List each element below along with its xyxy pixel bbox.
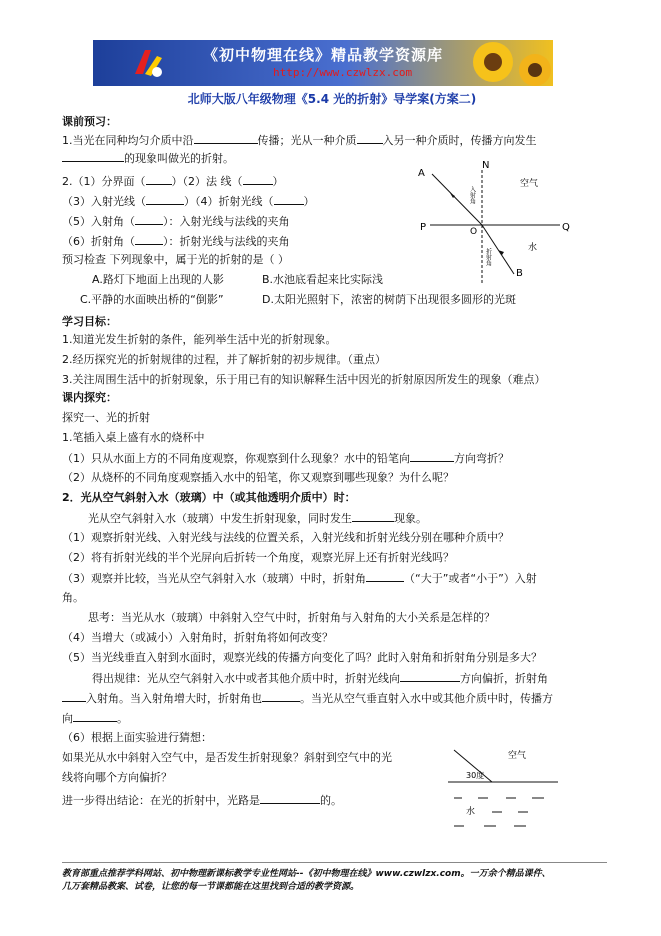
blank — [366, 570, 404, 582]
goal-3: 3.关注周围生活中的折射现象，乐于用已有的知识解释生活中因光的折射原因所发生的现象（难点） — [62, 373, 546, 386]
blank — [135, 233, 163, 245]
item-2-4: （4）当增大（或减小）入射角时，折射角将如何改变？ — [62, 631, 333, 644]
blank — [352, 510, 394, 522]
think-question: 思考：当光从水（玻璃）中斜射入空气中时，折射角与入射角的大小关系是怎样的？ — [88, 611, 495, 624]
refraction-angle-label: （6）折射角（ — [62, 235, 135, 248]
preview-q1 — [62, 132, 537, 148]
label-P: P — [420, 222, 427, 233]
blank — [357, 132, 383, 144]
item-2-3-text-b: （“大于”或者“小于”）入射 — [404, 572, 537, 585]
q1-text-c: 入另一种介质时，传播方向发生 — [382, 134, 537, 147]
label-B: B — [516, 268, 523, 279]
item-1-1-text-b: 方向弯折？ — [454, 452, 509, 465]
blank — [410, 450, 454, 462]
incident-ray-label: （3）入射光线（ — [62, 195, 146, 208]
item-2-3 — [62, 570, 537, 586]
item-2-intro-text-b: 现象。 — [394, 512, 427, 525]
option-d: D.太阳光照射下，浓密的树荫下出现很多圆形的光斑 — [262, 293, 516, 306]
item-1-1-text: （1）只从水面上方的不同角度观察，你观察到什么现象？水中的铅笔向 — [62, 452, 410, 465]
site-logo-icon — [131, 46, 165, 80]
item-2-intro-text: 光从空气斜射入水（玻璃）中发生折射现象，同时发生 — [88, 512, 352, 525]
blank — [274, 193, 304, 205]
inclass-heading: 课内探究： — [62, 391, 117, 404]
sunflower-icon — [463, 40, 553, 86]
label-air: 空气 — [508, 751, 527, 761]
normal-label: ）（2）法 线（ — [171, 175, 243, 188]
option-b: B.水池底看起来比实际浅 — [262, 273, 384, 286]
preview-row-1: 2.（1）分界面（ ）（2）法 线（ ） — [62, 175, 284, 188]
label-O: O — [470, 227, 478, 237]
item-2-6: （6）根据上面实验进行猜想： — [62, 731, 212, 744]
law-line-1 — [92, 670, 548, 686]
law-line-2 — [62, 690, 553, 706]
law-text-3b: 。 — [117, 712, 128, 725]
footer — [62, 868, 622, 894]
document-title: 北师大版八年级物理《5.4 光的折射》导学案(方案二) — [187, 92, 477, 106]
banner-url: http://www.czwlzx.com — [273, 66, 413, 79]
goal-1: 1.知道光发生折射的条件，能列举生活中光的折射现象。 — [62, 333, 337, 346]
incident-angle-def: ）：入射光线与法线的夹角 — [163, 215, 290, 228]
conclusion-text-b: 的。 — [320, 794, 342, 807]
refraction-angle-def: ）：折射光线与法线的夹角 — [163, 235, 290, 248]
interface-label: 2.（1）分界面（ — [62, 175, 146, 188]
refraction-diagram — [410, 158, 590, 288]
item-1-1 — [62, 450, 509, 466]
option-c: C.平静的水面映出桥的“倒影” — [80, 293, 224, 306]
label-Q: Q — [562, 222, 570, 233]
site-banner — [93, 40, 553, 86]
item-2-6-q2: 线将向哪个方向偏折？ — [62, 771, 172, 784]
law-line-3 — [62, 710, 128, 726]
footer-divider — [62, 862, 607, 863]
label-N: N — [482, 160, 490, 171]
law-text-3: 向 — [62, 712, 73, 725]
footer-line-1: 教育部重点推荐学科网站、初中物理新课标教学专业性网站--《初中物理在线》www.czwlzx.com。一万余个精品课件、 — [62, 869, 551, 879]
footer-line-2: 几万套精品教案、试卷，让您的每一节课都能在这里找到合适的教学资源。 — [62, 882, 360, 892]
item-2-6-conclusion — [62, 792, 342, 808]
blank — [146, 173, 172, 185]
preview-check: 预习检查 下列现象中，属于光的折射的是（ ） — [62, 253, 289, 266]
blank — [73, 710, 117, 722]
blank — [194, 132, 258, 144]
law-text-1b: 方向偏折，折射角 — [460, 672, 548, 685]
banner-title: 《初中物理在线》精品教学资源库 — [203, 46, 444, 64]
item-2-3-cont: 角。 — [62, 591, 84, 604]
law-text-2b: 。当光从空气垂直射入水中或其他介质中时，传播方 — [300, 692, 553, 705]
blank — [260, 792, 320, 804]
water-air-diagram — [448, 742, 558, 832]
refracted-ray-label: ）（4）折射光线（ — [184, 195, 274, 208]
blank — [262, 690, 300, 702]
blank — [135, 213, 163, 225]
item-1-2: （2）从烧杯的不同角度观察插入水中的铅笔，你又观察到哪些现象？为什么呢？ — [62, 471, 454, 484]
q1-text-a: 1.当光在同种均匀介质中沿 — [62, 134, 194, 147]
blank — [243, 173, 273, 185]
item-1: 1.笔插入桌上盛有水的烧杯中 — [62, 431, 205, 444]
blank — [62, 150, 124, 162]
label-A: A — [418, 168, 425, 179]
blank — [62, 690, 86, 702]
incident-angle-label: （5）入射角（ — [62, 215, 135, 228]
option-a: A.路灯下地面上出现的人影 — [92, 273, 224, 286]
item-2-6-q1: 如果光从水中斜射入空气中，是否发生折射现象？斜射到空气中的光 — [62, 751, 392, 764]
law-text-1: 得出规律：光从空气斜射入水中或者其他介质中时，折射光线向 — [92, 672, 400, 685]
preview-heading: 课前预习： — [62, 115, 117, 128]
preview-q1-cont — [62, 150, 234, 166]
item-2-intro — [88, 510, 427, 526]
blank — [400, 670, 460, 682]
preview-row-2: （3）入射光线（ ）（4）折射光线（ ） — [62, 195, 315, 208]
item-2: 2．光从空气斜射入水（玻璃）中（或其他透明介质中）时： — [62, 491, 356, 504]
preview-row-3 — [62, 213, 290, 229]
item-2-2: （2）将有折射光线的半个光屏向后折转一个角度，观察光屏上还有折射光线吗？ — [62, 551, 454, 564]
label-air: 空气 — [520, 179, 539, 189]
blank — [146, 193, 184, 205]
q1-text-d: 的现象叫做光的折射。 — [124, 152, 234, 165]
label-water: 水 — [466, 807, 476, 817]
goals-heading: 学习目标： — [62, 315, 117, 328]
q1-text-b: 传播；光从一种介质 — [257, 134, 357, 147]
conclusion-text: 进一步得出结论：在光的折射中，光路是 — [62, 794, 260, 807]
item-2-1: （1）观察折射光线、入射光线与法线的位置关系，入射光线和折射光线分别在哪种介质中？ — [62, 531, 509, 544]
label-incident-angle: 入射角 — [468, 186, 476, 204]
label-refraction-angle: 折射角 — [484, 248, 492, 266]
label-angle: 30度 — [466, 771, 485, 780]
label-water: 水 — [528, 243, 538, 253]
exploration-1-title: 探究一、光的折射 — [62, 411, 150, 424]
item-2-3-text: （3）观察并比较，当光从空气斜射入水（玻璃）中时，折射角 — [62, 572, 366, 585]
goal-2: 2.经历探究光的折射规律的过程，并了解折射的初步规律。（重点） — [62, 353, 386, 366]
law-text-2: 入射角。当入射角增大时，折射角也 — [86, 692, 262, 705]
preview-row-4 — [62, 233, 290, 249]
item-2-5: （5）当光线垂直入射到水面时，观察光线的传播方向变化了吗？此时入射角和折射角分别是多大？ — [62, 651, 542, 664]
